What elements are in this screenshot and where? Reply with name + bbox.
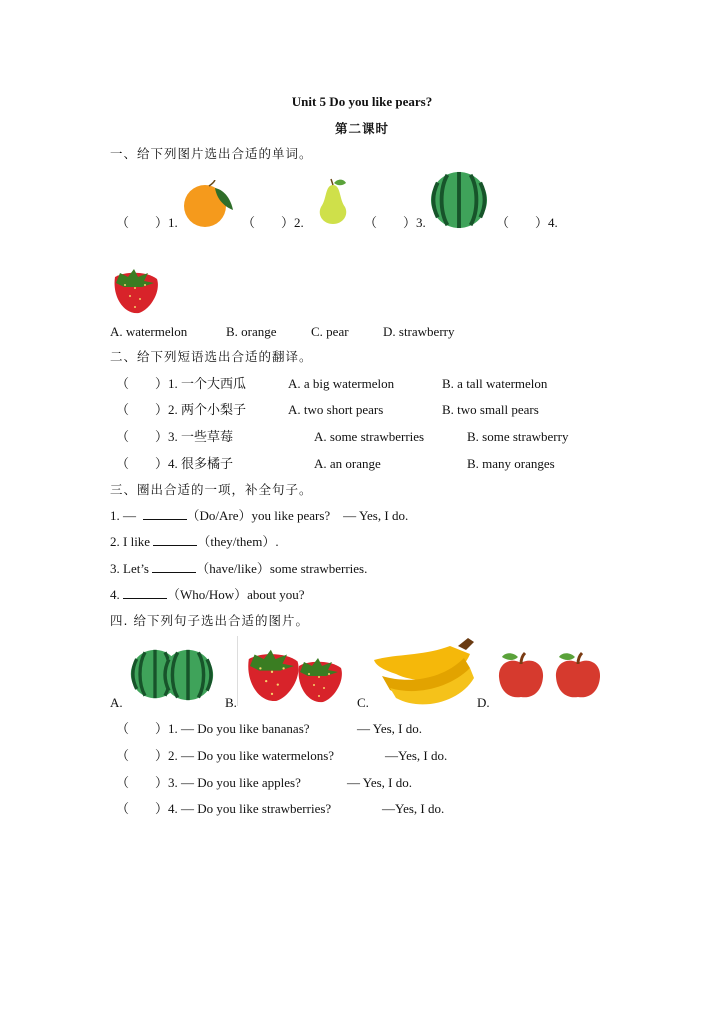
phrase-option-a: A. two short pears xyxy=(288,402,384,417)
picture-item-4: （ ）4. xyxy=(496,215,558,230)
phrase-option-a: A. a big watermelon xyxy=(288,376,395,391)
sentence-suffix: （they/them）. xyxy=(197,534,279,549)
picture-label-c: C. xyxy=(357,695,369,710)
watermelon-image xyxy=(162,648,214,702)
dialog-answer: —Yes, I do. xyxy=(385,748,448,763)
watermelon-image xyxy=(429,171,489,229)
phrase-option-b: B. two small pears xyxy=(442,402,539,417)
picture-item-1: （ ）1. xyxy=(116,215,178,230)
answer-blank[interactable] xyxy=(123,587,167,599)
dialog-answer: — Yes, I do. xyxy=(347,775,413,790)
picture-item-3: （ ）3. xyxy=(364,215,426,230)
dialog-answer: —Yes, I do. xyxy=(382,801,445,816)
dialog-answer: — Yes, I do. xyxy=(357,721,423,736)
dialog-question: （ ）2. — Do you like watermelons? xyxy=(116,748,335,763)
dialog-question: （ ）1. — Do you like bananas? xyxy=(116,721,310,736)
bananas-image xyxy=(372,638,478,708)
sentence-suffix: （Do/Are）you like pears? — Yes, I do. xyxy=(186,508,409,523)
phrase-option-b: B. some strawberry xyxy=(467,429,569,444)
phrase-option-a: A. some strawberries xyxy=(314,429,425,444)
sentence-item xyxy=(110,508,408,524)
section2-heading: 二、给下列短语选出合适的翻译。 xyxy=(110,349,313,364)
answer-blank[interactable] xyxy=(153,534,197,546)
sentence-prefix: 2. I like xyxy=(110,534,151,549)
sentence-item xyxy=(110,561,367,577)
answer-blank[interactable] xyxy=(143,508,187,520)
phrase-item: （ ）3. 一些草莓 xyxy=(116,429,234,444)
option-a: A. watermelon xyxy=(110,324,188,339)
option-c: C. pear xyxy=(311,324,349,339)
apple-image xyxy=(496,646,546,702)
sentence-item xyxy=(110,587,305,603)
picture-label-b: B. xyxy=(225,695,237,710)
dialog-question: （ ）3. — Do you like apples? xyxy=(116,775,301,790)
sentence-prefix: 1. — xyxy=(110,508,136,523)
picture-label-a: A. xyxy=(110,695,123,710)
phrase-item: （ ）1. 一个大西瓜 xyxy=(116,376,247,391)
phrase-option-a: A. an orange xyxy=(314,456,381,471)
sentence-prefix: 3. Let’s xyxy=(110,561,149,576)
section1-heading: 一、给下列图片选出合适的单词。 xyxy=(110,146,313,161)
dialog-question: （ ）4. — Do you like strawberries? xyxy=(116,801,332,816)
phrase-option-b: B. a tall watermelon xyxy=(442,376,548,391)
pear-image xyxy=(314,177,352,225)
strawberry-image xyxy=(294,652,344,704)
option-b: B. orange xyxy=(226,324,277,339)
lesson-subtitle: 第二课时 xyxy=(334,121,389,136)
sentence-suffix: （have/like）some strawberries. xyxy=(196,561,368,576)
option-d: D. strawberry xyxy=(383,324,455,339)
sentence-prefix: 4. xyxy=(110,587,120,602)
section4-heading: 四. 给下列句子选出合适的图片。 xyxy=(110,613,309,628)
phrase-item: （ ）4. 很多橘子 xyxy=(116,456,234,471)
sentence-suffix: （Who/How）about you? xyxy=(167,587,305,602)
answer-blank[interactable] xyxy=(152,561,196,573)
orange-image xyxy=(183,180,237,228)
sentence-item xyxy=(110,534,279,550)
section3-heading: 三、圈出合适的一项，补全句子。 xyxy=(110,482,313,497)
phrase-item: （ ）2. 两个小梨子 xyxy=(116,402,247,417)
phrase-option-b: B. many oranges xyxy=(467,456,555,471)
strawberry-image xyxy=(110,262,160,316)
picture-item-2: （ ）2. xyxy=(242,215,304,230)
apple-image xyxy=(553,646,603,702)
strawberry-image xyxy=(243,640,301,706)
worksheet-title: Unit 5 Do you like pears? xyxy=(291,94,433,109)
picture-label-d: D. xyxy=(477,695,490,710)
divider xyxy=(237,636,238,706)
